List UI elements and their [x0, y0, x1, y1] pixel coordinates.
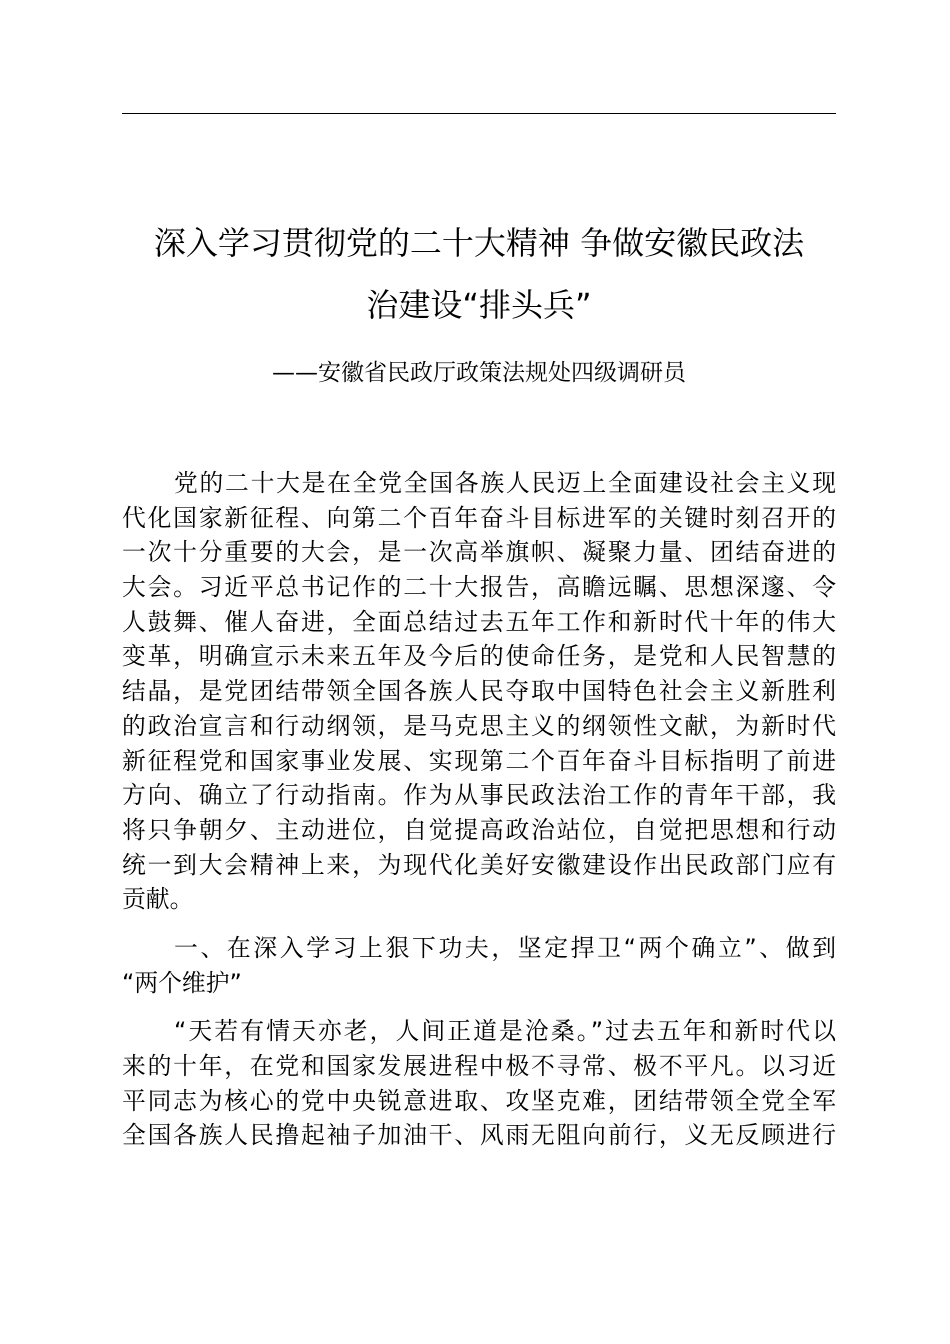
text-line: 结晶，是党团结带领全国各族人民夺取中国特色社会主义新胜利 — [122, 677, 836, 706]
paragraph-section-1 — [122, 1014, 836, 1153]
text-line: 变革，明确宣示未来五年及今后的使命任务，是党和人民智慧的 — [122, 642, 836, 671]
text-line: 党的二十大是在全党全国各族人民迈上全面建设社会主义现 — [174, 469, 836, 497]
text-line: 贡献。 — [122, 885, 194, 914]
text-line: 全国各族人民撸起袖子加油干、风雨无阻向前行，义无反顾进行 — [122, 1121, 836, 1150]
text-line: 方向、确立了行动指南。作为从事民政法治工作的青年干部，我 — [122, 781, 836, 810]
text-line: 大会。习近平总书记作的二十大报告，高瞻远瞩、思想深邃、令 — [122, 573, 836, 602]
text-line: 来的十年，在党和国家发展进程中极不寻常、极不平凡。以习近 — [122, 1052, 836, 1080]
text-line: “天若有情天亦老，人间正道是沧桑。”过去五年和新时代以 — [174, 1017, 836, 1046]
heading-line: “两个维护” — [122, 968, 242, 997]
heading-line: 一、在深入学习上狠下功夫，坚定捍卫“两个确立”、做到 — [174, 933, 836, 962]
text-line: 新征程党和国家事业发展、实现第二个百年奋斗目标指明了前进 — [122, 746, 836, 775]
section-heading-1 — [122, 931, 836, 1000]
text-line: 将只争朝夕、主动进位，自觉提高政治站位，自觉把思想和行动 — [122, 815, 836, 844]
text-line: 平同志为核心的党中央锐意进取、攻坚克难，团结带领全党全军 — [122, 1086, 836, 1115]
text-line: 一次十分重要的大会，是一次高举旗帜、凝聚力量、团结奋进的 — [122, 538, 836, 567]
text-line: 人鼓舞、催人奋进，全面总结过去五年工作和新时代十年的伟大 — [122, 607, 836, 636]
title-line: 深入学习贯彻党的二十大精神 争做安徽民政法 — [153, 224, 805, 262]
text-line: 代化国家新征程、向第二个百年奋斗目标进军的关键时刻召开的 — [122, 503, 836, 532]
paragraph-intro — [122, 466, 836, 917]
document-title — [122, 212, 836, 336]
author-byline: ——安徽省民政厅政策法规处四级调研员 — [272, 360, 686, 386]
text-line: 统一到大会精神上来，为现代化美好安徽建设作出民政部门应有 — [122, 850, 836, 879]
title-line: 治建设“排头兵” — [366, 286, 592, 324]
header-rule — [122, 113, 836, 114]
document-body — [122, 466, 836, 1167]
text-line: 的政治宣言和行动纲领，是马克思主义的纲领性文献，为新时代 — [122, 711, 836, 740]
